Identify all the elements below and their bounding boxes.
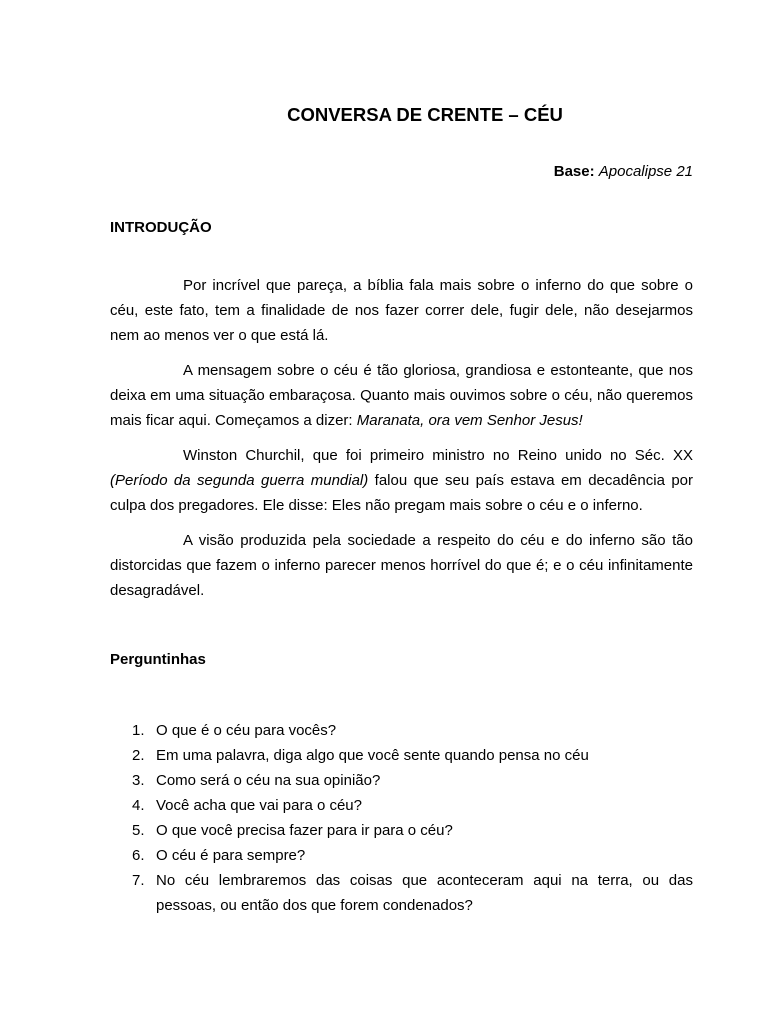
questions-heading: Perguntinhas bbox=[110, 651, 206, 668]
list-item bbox=[110, 818, 693, 843]
paragraph-1-text: Por incrível que pareça, a bíblia fala mais sobre o inferno do que sobre o céu, este fato, tem a finalidade de nos fazer correr dele, fugir dele, não desejarmos nem ao menos ver o que está lá. bbox=[110, 277, 693, 344]
paragraph-4 bbox=[110, 528, 693, 603]
paragraph-4-text: A visão produzida pela sociedade a respeito do céu e do inferno são tão distorcidas que fazem o inferno parecer menos horrível do que é; e o céu infinitamente desagradável. bbox=[110, 532, 693, 599]
list-item bbox=[110, 793, 693, 818]
base-scripture: Apocalipse 21 bbox=[598, 163, 693, 180]
list-item-text: No céu lembraremos das coisas que aconteceram aqui na terra, ou das pessoas, ou então dos que forem condenados? bbox=[156, 872, 693, 914]
list-item-text: O que você precisa fazer para ir para o céu? bbox=[156, 822, 453, 839]
list-item bbox=[110, 768, 693, 793]
paragraph-3 bbox=[110, 443, 693, 518]
list-number: 6. bbox=[132, 847, 145, 864]
list-number: 7. bbox=[132, 872, 145, 889]
paragraph-2-text: A mensagem sobre o céu é tão gloriosa, grandiosa e estonteante, que nos deixa em uma situação embaraçosa. Quanto mais ouvimos sobre o céu, não queremos mais ficar aqui. Começamos a dizer: bbox=[110, 362, 693, 429]
list-item-text: O que é o céu para vocês? bbox=[156, 722, 337, 739]
paragraph-3-text-start: Winston Churchil, que foi primeiro ministro no Reino unido no Séc. XX bbox=[183, 447, 693, 464]
list-item bbox=[110, 868, 693, 918]
list-number: 2. bbox=[132, 747, 145, 764]
list-number: 3. bbox=[132, 772, 145, 789]
list-number: 1. bbox=[132, 722, 145, 739]
list-number: 4. bbox=[132, 797, 145, 814]
document-page bbox=[110, 0, 693, 1024]
document-title: CONVERSA DE CRENTE – CÉU bbox=[287, 104, 563, 125]
paragraph-3-emphasis: (Período da segunda guerra mundial) bbox=[110, 472, 369, 489]
list-item bbox=[110, 718, 693, 743]
paragraph-2 bbox=[110, 358, 693, 433]
paragraph-2-emphasis: Maranata, ora vem Senhor Jesus! bbox=[356, 412, 583, 429]
paragraph-3-text-end: falou que seu país estava em decadência por culpa dos pregadores. Ele disse: Eles não pregam mais sobre o céu e o inferno. bbox=[110, 472, 694, 514]
paragraph-1 bbox=[110, 273, 693, 348]
list-item bbox=[110, 843, 693, 868]
base-reference bbox=[554, 162, 693, 182]
list-item-text: Como será o céu na sua opinião? bbox=[156, 772, 381, 789]
introduction-heading: INTRODUÇÃO bbox=[110, 219, 212, 236]
list-item-text: Em uma palavra, diga algo que você sente quando pensa no céu bbox=[156, 747, 589, 764]
questions-list bbox=[110, 718, 693, 918]
introduction-body bbox=[110, 273, 693, 613]
list-item-text: O céu é para sempre? bbox=[156, 847, 306, 864]
base-label: Base: bbox=[553, 163, 595, 180]
list-item bbox=[110, 743, 693, 768]
list-number: 5. bbox=[132, 822, 145, 839]
list-item-text: Você acha que vai para o céu? bbox=[156, 797, 362, 814]
